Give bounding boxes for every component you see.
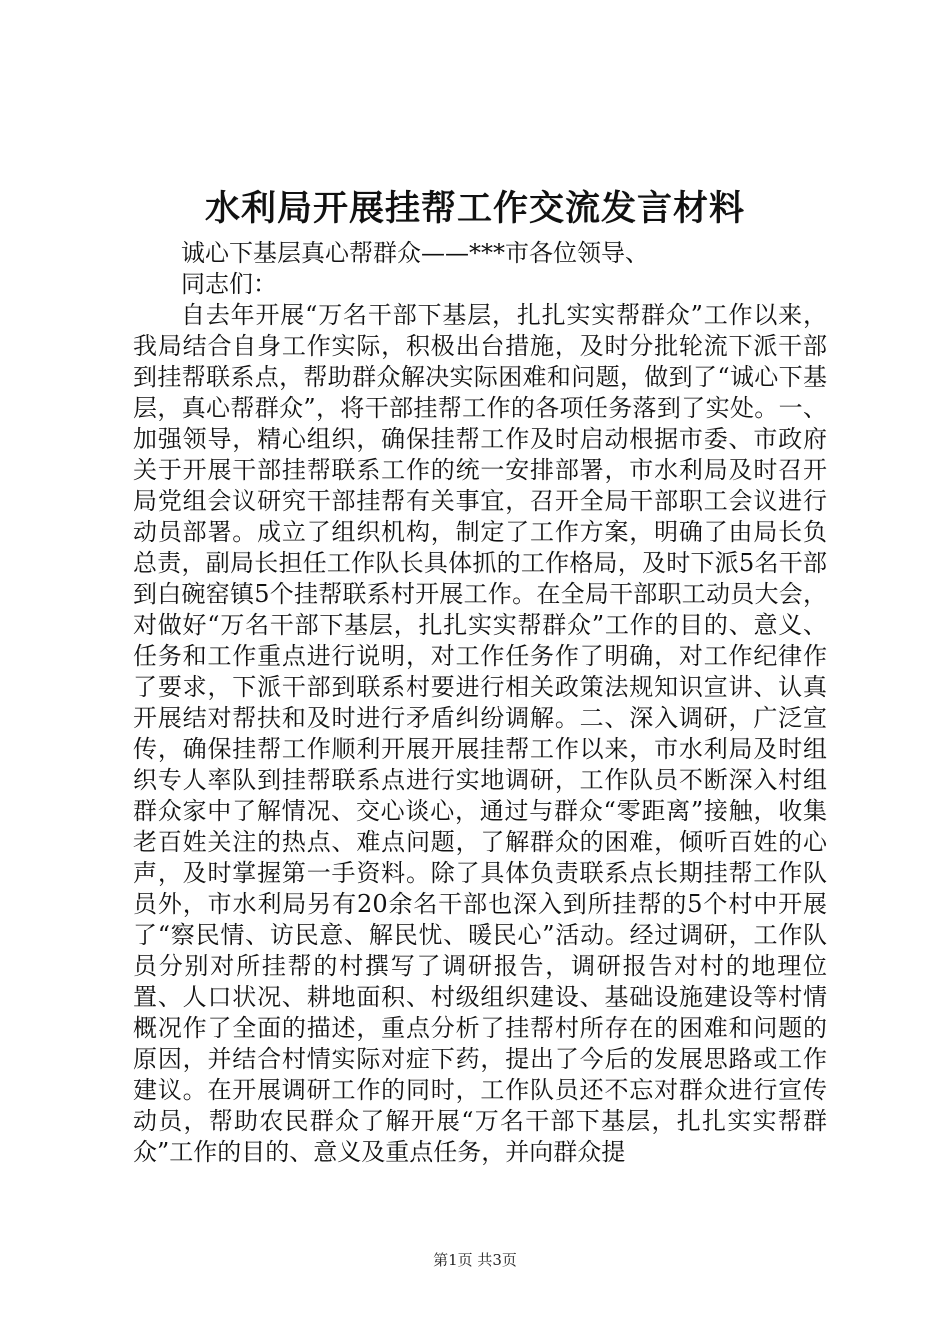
salutation-line: 同志们： — [181, 270, 277, 298]
subtitle-line: 诚心下基层真心帮群众——***市各位领导、 — [181, 239, 649, 267]
page-footer: 第1页 共3页 — [433, 1251, 517, 1269]
document-title: 水利局开展挂帮工作交流发言材料 — [204, 188, 745, 229]
body-paragraph: 自去年开展“万名干部下基层，扎扎实实帮群众”工作以来，我局结合自身工作实际，积极出台措施，及时分批轮流下派干部到挂帮联系点，帮助群众解决实际困难和问题，做到了“诚心下基层，真心帮群众”，将干部挂帮工作的各项任务落到了实处。一、加强领导，精心组织，确保挂帮工作及时启动根据市委、市政府关于开展干部挂帮联系工作的统一安排部署，市水利局及时召开局党组会议研究干部挂帮有关事宜，召开全局干部职工会议进行动员部署。成立了组织机构，制定了工作方案，明确了由局长负总责，副局长担任工作队长具体抓的工作格局，及时下派5名干部到白碗窑镇5个挂帮联系村开展工作。在全局干部职工动员大会，对做好“万名干部下基层，扎扎实实帮群众”工作的目的、意义、任务和工作重点进行说明，对工作任务作了明确，对工作纪律作了要求，下派干部到联系村要进行相关政策法规知识宣讲、认真开展结对帮扶和及时进行矛盾纠纷调解。二、深入调研，广泛宣传，确保挂帮工作顺利开展开展挂帮工作以来，市水利局及时组织专人率队到挂帮联系点进行实地调研，工作队员不断深入村组群众家中了解情况、交心谈心，通过与群众“零距离”接触，收集老百姓关注的热点、难点问题，了解群众的困难，倾听百姓的心声，及时掌握第一手资料。除了具体负责联系点长期挂帮工作队员外，市水利局另有20余名干部也深入到所挂帮的5个村中开展了“察民情、访民意、解民忧、暖民心”活动。经过调研，工作队员分别对所挂帮的村撰写了调研报告，调研报告对村的地理位置、人口状况、耕地面积、村级组织建设、基础设施建设等村情概况作了全面的描述，重点分析了挂帮村所存在的困难和问题的原因，并结合村情实际对症下药，提出了今后的发展思路或工作建议。在开展调研工作的同时，工作队员还不忘对群众进行宣传动员，帮助农民群众了解开展“万名干部下基层，扎扎实实帮群众”工作的目的、意义及重点任务，并向群众提 — [133, 301, 827, 1166]
document-body — [133, 238, 827, 1168]
